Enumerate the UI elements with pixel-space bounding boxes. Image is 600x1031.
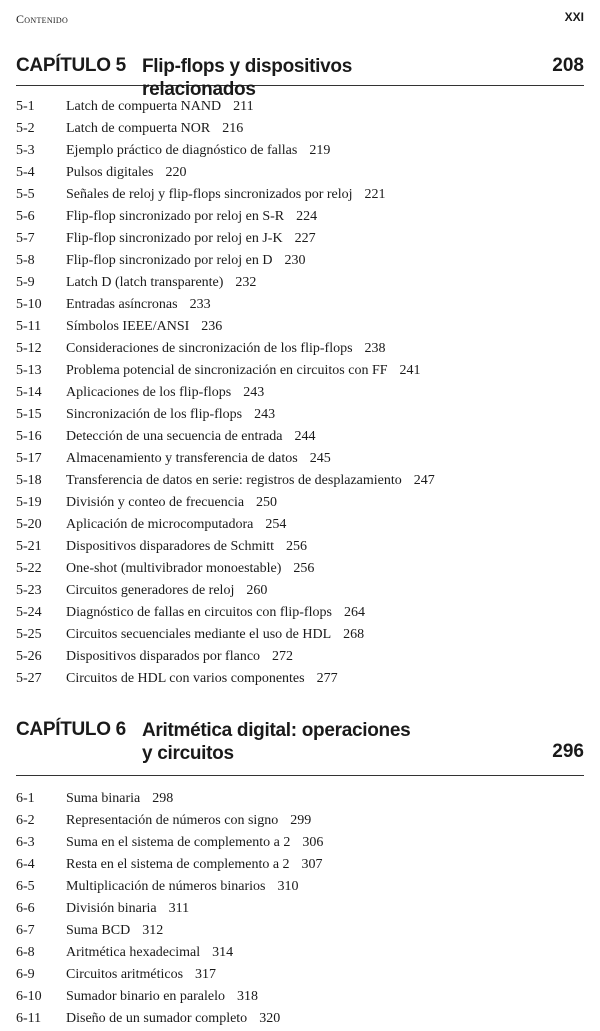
section-title-wrap	[66, 382, 264, 404]
section-title: Latch de compuerta NAND	[66, 99, 222, 114]
section-page-number: 320	[259, 1011, 281, 1026]
section-title-wrap	[66, 580, 267, 602]
section-page-number: 244	[294, 429, 316, 444]
section-title-wrap	[66, 788, 173, 810]
section-page-number: 243	[254, 407, 276, 422]
section-title: Circuitos aritméticos	[66, 967, 184, 982]
section-page-number: 272	[272, 649, 294, 664]
section-title: Circuitos de HDL con varios componentes	[66, 671, 305, 686]
section-title: Multiplicación de números binarios	[66, 879, 266, 894]
toc-entry	[16, 854, 584, 876]
section-title-wrap	[66, 810, 311, 832]
chapter-title: Flip-flops y dispositivos relacionados	[142, 56, 352, 100]
section-number: 6-6	[16, 901, 35, 916]
section-title: Sincronización de los flip-flops	[66, 407, 243, 422]
section-number: 5-21	[16, 539, 42, 554]
section-page-number: 299	[290, 813, 312, 828]
section-page-number: 307	[301, 857, 323, 872]
section-title: Flip-flop sincronizado por reloj en J-K	[66, 231, 283, 246]
chapter-heading	[16, 719, 584, 776]
section-title-wrap	[66, 986, 258, 1008]
section-page-number: 256	[293, 561, 315, 576]
section-number: 5-24	[16, 605, 42, 620]
chapter-label: CAPÍTULO 5	[16, 55, 126, 76]
toc-entry	[16, 250, 584, 272]
section-number: 6-2	[16, 813, 35, 828]
section-title-wrap	[66, 118, 243, 140]
section-title: División binaria	[66, 901, 157, 916]
chapter-title-line-2: y circuitos	[142, 743, 234, 764]
running-header-section: Contenido	[16, 12, 69, 26]
section-title-wrap	[66, 898, 189, 920]
toc-entry	[16, 514, 584, 536]
section-title: Representación de números con signo	[66, 813, 279, 828]
chapter-6	[16, 719, 584, 1030]
section-list	[16, 788, 584, 1030]
section-page-number: 310	[277, 879, 299, 894]
section-page-number: 306	[302, 835, 324, 850]
section-number: 5-15	[16, 407, 42, 422]
section-title: Dispositivos disparadores de Schmitt	[66, 539, 275, 554]
section-title: Problema potencial de sincronización en circuitos con FF	[66, 363, 388, 378]
section-number: 5-20	[16, 517, 42, 532]
section-title: Transferencia de datos en serie: registros de desplazamiento	[66, 473, 402, 488]
section-number: 6-8	[16, 945, 35, 960]
chapter-title-line-1: Aritmética digital: operaciones	[142, 720, 411, 741]
chapter-heading	[16, 55, 584, 100]
section-title: Latch D (latch transparente)	[66, 275, 224, 290]
section-page-number: 220	[165, 165, 187, 180]
section-title-wrap	[66, 832, 323, 854]
section-title-wrap	[66, 536, 307, 558]
section-page-number: 254	[265, 517, 287, 532]
toc-entry	[16, 96, 584, 118]
section-page-number: 264	[343, 605, 365, 620]
section-title: Latch de compuerta NOR	[66, 121, 211, 136]
section-number: 5-26	[16, 649, 42, 664]
toc-entry	[16, 832, 584, 854]
toc-entry	[16, 382, 584, 404]
section-page-number: 311	[168, 901, 190, 916]
section-number: 5-8	[16, 253, 35, 268]
section-page-number: 250	[256, 495, 278, 510]
section-page-number: 312	[142, 923, 164, 938]
section-title-wrap	[66, 316, 222, 338]
section-title: Símbolos IEEE/ANSI	[66, 319, 190, 334]
section-title-wrap	[66, 942, 233, 964]
section-title-wrap	[66, 162, 187, 184]
section-number: 5-18	[16, 473, 42, 488]
section-page-number: 268	[343, 627, 365, 642]
section-title-wrap	[66, 964, 216, 986]
section-page-number: 317	[195, 967, 217, 982]
section-title: Suma en el sistema de complemento a 2	[66, 835, 291, 850]
section-title: Circuitos generadores de reloj	[66, 583, 235, 598]
toc-entry	[16, 448, 584, 470]
section-page-number: 241	[399, 363, 421, 378]
section-title-wrap	[66, 294, 211, 316]
section-number: 5-12	[16, 341, 42, 356]
section-number: 6-1	[16, 791, 35, 806]
section-number: 5-13	[16, 363, 42, 378]
section-page-number: 243	[243, 385, 265, 400]
toc-entry	[16, 788, 584, 810]
section-number: 5-6	[16, 209, 35, 224]
section-title: Detección de una secuencia de entrada	[66, 429, 283, 444]
section-number: 5-1	[16, 99, 35, 114]
toc-entry	[16, 646, 584, 668]
section-title-wrap	[66, 184, 386, 206]
section-number: 6-4	[16, 857, 35, 872]
section-title-wrap	[66, 470, 435, 492]
section-title-wrap	[66, 206, 317, 228]
section-title: Circuitos secuenciales mediante el uso de HDL	[66, 627, 332, 642]
section-list	[16, 96, 584, 690]
section-number: 5-27	[16, 671, 42, 686]
section-number: 5-3	[16, 143, 35, 158]
section-title-wrap	[66, 272, 256, 294]
section-number: 5-11	[16, 319, 42, 334]
section-number: 5-16	[16, 429, 42, 444]
section-number: 5-5	[16, 187, 35, 202]
section-page-number: 233	[189, 297, 211, 312]
toc-entry	[16, 624, 584, 646]
section-page-number: 216	[222, 121, 244, 136]
section-page-number: 238	[364, 341, 386, 356]
section-number: 6-3	[16, 835, 35, 850]
section-page-number: 227	[294, 231, 316, 246]
section-title-wrap	[66, 404, 275, 426]
toc-entry	[16, 580, 584, 602]
section-number: 5-4	[16, 165, 35, 180]
toc-entry	[16, 898, 584, 920]
chapter-5	[16, 55, 584, 690]
toc-entry	[16, 316, 584, 338]
section-title: Ejemplo práctico de diagnóstico de fallas	[66, 143, 298, 158]
section-page-number: 314	[212, 945, 234, 960]
section-page-number: 298	[152, 791, 174, 806]
section-title: División y conteo de frecuencia	[66, 495, 245, 510]
section-title-wrap	[66, 876, 298, 898]
toc-entry	[16, 426, 584, 448]
section-title-wrap	[66, 426, 316, 448]
toc-entry	[16, 964, 584, 986]
toc-entry	[16, 206, 584, 228]
chapter-title	[142, 719, 442, 765]
section-number: 6-11	[16, 1011, 42, 1026]
chapter-label: CAPÍTULO 6	[16, 719, 126, 740]
section-number: 5-2	[16, 121, 35, 136]
section-title-wrap	[66, 558, 314, 580]
section-page-number: 219	[309, 143, 331, 158]
section-title: Aritmética hexadecimal	[66, 945, 201, 960]
section-number: 5-19	[16, 495, 42, 510]
section-title: Suma BCD	[66, 923, 131, 938]
section-title: Entradas asíncronas	[66, 297, 178, 312]
section-title: Resta en el sistema de complemento a 2	[66, 857, 290, 872]
toc-entry	[16, 876, 584, 898]
section-page-number: 247	[413, 473, 435, 488]
section-page-number: 221	[364, 187, 386, 202]
toc-entry	[16, 668, 584, 690]
toc-entry	[16, 162, 584, 184]
section-page-number: 277	[316, 671, 338, 686]
section-title: Diagnóstico de fallas en circuitos con flip-flops	[66, 605, 332, 620]
toc-entry	[16, 184, 584, 206]
chapter-page-number: 296	[552, 741, 584, 762]
toc-entry	[16, 360, 584, 382]
section-title-wrap	[66, 624, 364, 646]
section-title: Sumador binario en paralelo	[66, 989, 226, 1004]
toc-entry	[16, 118, 584, 140]
section-title-wrap	[66, 668, 338, 690]
section-number: 5-14	[16, 385, 42, 400]
section-title: Flip-flop sincronizado por reloj en D	[66, 253, 273, 268]
section-title: Almacenamiento y transferencia de datos	[66, 451, 298, 466]
section-page-number: 256	[286, 539, 308, 554]
section-page-number: 230	[284, 253, 306, 268]
section-title: Pulsos digitales	[66, 165, 154, 180]
section-page-number: 211	[233, 99, 254, 114]
chapter-page-number: 208	[552, 55, 584, 76]
section-title-wrap	[66, 1008, 280, 1030]
toc-entry	[16, 558, 584, 580]
section-title: Flip-flop sincronizado por reloj en S-R	[66, 209, 285, 224]
section-number: 5-22	[16, 561, 42, 576]
toc-entry	[16, 492, 584, 514]
section-title: Aplicaciones de los flip-flops	[66, 385, 232, 400]
section-page-number: 318	[237, 989, 259, 1004]
section-title-wrap	[66, 338, 386, 360]
toc-entry	[16, 404, 584, 426]
section-title-wrap	[66, 250, 305, 272]
section-title: Dispositivos disparados por flanco	[66, 649, 261, 664]
toc-entry	[16, 470, 584, 492]
section-number: 5-10	[16, 297, 42, 312]
section-title-wrap	[66, 360, 421, 382]
section-page-number: 260	[246, 583, 268, 598]
section-page-number: 232	[235, 275, 257, 290]
toc-entry	[16, 602, 584, 624]
section-title-wrap	[66, 492, 277, 514]
toc-entry	[16, 942, 584, 964]
toc-entry	[16, 228, 584, 250]
section-title: Consideraciones de sincronización de los flip-flops	[66, 341, 353, 356]
section-title: Suma binaria	[66, 791, 141, 806]
section-page-number: 224	[296, 209, 318, 224]
section-title: Señales de reloj y flip-flops sincronizados por reloj	[66, 187, 353, 202]
toc-entry	[16, 986, 584, 1008]
section-title: Aplicación de microcomputadora	[66, 517, 254, 532]
section-title-wrap	[66, 920, 163, 942]
section-number: 6-7	[16, 923, 35, 938]
section-title-wrap	[66, 140, 330, 162]
toc-entry	[16, 272, 584, 294]
toc-entry	[16, 294, 584, 316]
section-title-wrap	[66, 514, 286, 536]
section-number: 5-9	[16, 275, 35, 290]
section-title-wrap	[66, 448, 331, 470]
section-title-wrap	[66, 228, 316, 250]
section-title-wrap	[66, 96, 254, 118]
toc-entry	[16, 1008, 584, 1030]
toc-entry	[16, 810, 584, 832]
section-number: 6-5	[16, 879, 35, 894]
toc-entry	[16, 920, 584, 942]
toc-entry	[16, 338, 584, 360]
section-title-wrap	[66, 854, 323, 876]
section-page-number: 236	[201, 319, 223, 334]
section-title-wrap	[66, 602, 365, 624]
section-number: 5-25	[16, 627, 42, 642]
section-title-wrap	[66, 646, 293, 668]
section-number: 5-17	[16, 451, 42, 466]
section-number: 5-7	[16, 231, 35, 246]
running-header-page-number: XXI	[564, 10, 584, 24]
section-number: 5-23	[16, 583, 42, 598]
section-page-number: 245	[309, 451, 331, 466]
toc-entry	[16, 536, 584, 558]
section-title: Diseño de un sumador completo	[66, 1011, 248, 1026]
section-number: 6-9	[16, 967, 35, 982]
section-number: 6-10	[16, 989, 42, 1004]
section-title: One-shot (multivibrador monoestable)	[66, 561, 282, 576]
toc-entry	[16, 140, 584, 162]
